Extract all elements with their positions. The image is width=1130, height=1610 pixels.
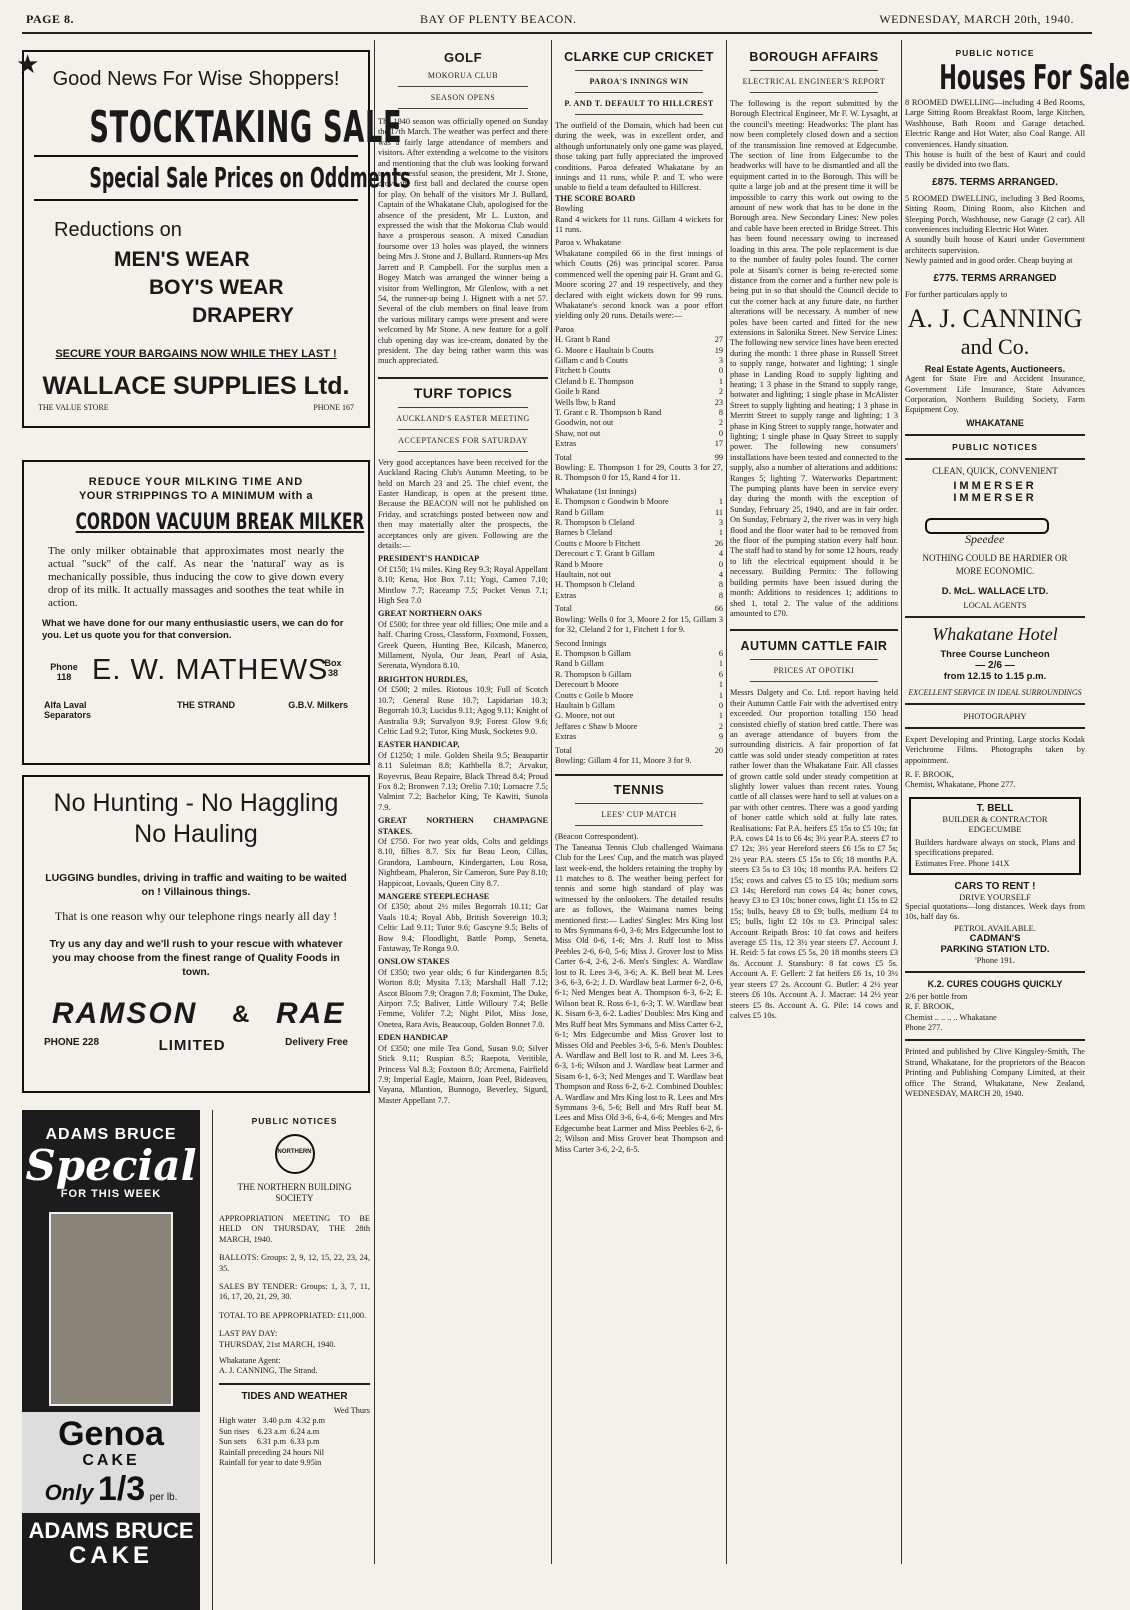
- race-title: MANGERE STEEPLECHASE: [378, 892, 490, 901]
- score-row: Cleland b E. Thompson 1: [555, 376, 723, 386]
- mathews-firm: E. W. MATHEWS: [92, 654, 329, 686]
- cattle-heading: AUTUMN CATTLE FAIR: [740, 639, 888, 654]
- tides-heading: TIDES AND WEATHER: [241, 1390, 348, 1402]
- score-row: Coutts c Goile b Moore 1: [555, 690, 723, 700]
- tennis-heading: TENNIS: [613, 782, 665, 798]
- tide-sun-sets: Sun sets 6.31 p.m 6.33 p.m: [219, 1437, 320, 1447]
- bowling-heading: Bowling: [555, 204, 584, 214]
- milker-ad: [22, 460, 370, 765]
- notices-heading: PUBLIC NOTICES: [251, 1116, 338, 1126]
- cadman-phone: 'Phone 191.: [975, 954, 1015, 965]
- luncheon-time: from 12.15 to 1.15 p.m.: [943, 670, 1047, 682]
- bell-text: Builders hardware always on stock, Plans and specifications prepared.: [915, 837, 1075, 858]
- rainfall-24h: Rainfall preceding 24 hours Nil: [219, 1447, 325, 1457]
- hotel-service: EXCELLENT SERVICE IN IDEAL SURROUNDINGS: [908, 687, 1082, 697]
- ramson-phone: PHONE 228: [44, 1037, 100, 1048]
- house-1-price: £875. TERMS ARRANGED.: [932, 176, 1058, 188]
- cricket-column: [555, 40, 723, 1566]
- sport-column: [378, 40, 548, 1566]
- boys-wear: BOY'S WEAR: [149, 276, 284, 299]
- masthead: [0, 0, 1114, 32]
- whakatane-first-heading: Whakatane (1st Innings): [555, 486, 637, 496]
- public-notice-heading: PUBLIC NOTICE: [955, 48, 1035, 58]
- immerser-title-2: IMMERSER: [953, 491, 1037, 504]
- borough-column: [730, 40, 898, 1566]
- house-1-description: 8 ROOMED DWELLING—including 4 Bed Rooms, Large Sitting Room Breakfast Room, large Kitchen, Washhouse, Bath Room and Garage detached. Electric Range and Hot Water, also Coal Range. All conveniences. Handy situation.: [905, 98, 1085, 149]
- race-acceptances: Of £350; about 2½ miles Begorrah 10.11; Gar Vaals 10.4; Royal Abb, British Sovereign 10.3; Celtic Lad 9.11; Tutor 9.6; Gascyne 9.5; Belts of Bow 9.4; Floodlight, Battle Pomp, Seneta, Fastaway, Te Ronga 9.0.: [378, 902, 548, 954]
- paroa-scorecard: [555, 335, 723, 463]
- score-row: E. Thompson c Goodwin b Moore 1: [555, 497, 723, 507]
- agent-name: A. J. CANNING, The Strand.: [219, 1366, 318, 1376]
- turf-sub1: AUCKLAND'S EASTER MEETING: [396, 413, 530, 423]
- house-2-offer: Newly painted and in good order. Cheap buying at: [905, 256, 1073, 266]
- building-society-notice: [212, 1110, 370, 1610]
- borough-sub: ELECTRICAL ENGINEER'S REPORT: [742, 77, 886, 86]
- masthead-rule: [22, 32, 1092, 34]
- mens-wear: MEN'S WEAR: [114, 248, 250, 271]
- score-row: Gillam c and b Coutts 3: [555, 355, 723, 365]
- rae-logo: RAE: [276, 997, 346, 1030]
- photography-text: Expert Developing and Printing. Large stocks Kodak Verichrome Films. Photographs taken by appointment.: [905, 734, 1085, 765]
- score-row: Wells lbw, b Rand 23: [555, 397, 723, 407]
- paroa-heading: Paroa: [555, 324, 574, 334]
- house-2-price: £775. TERMS ARRANGED: [933, 272, 1057, 284]
- score-row: Rand b Gillam 11: [555, 507, 723, 517]
- petrol-available: PETROL AVAILABLE.: [953, 922, 1037, 933]
- score-row: Rand b Gillam 1: [555, 659, 723, 669]
- immerser-title-1: IMMERSER: [953, 479, 1037, 492]
- cake-label: CAKE: [82, 1452, 140, 1469]
- drive-yourself: DRIVE YOURSELF: [959, 891, 1031, 902]
- turf-intro: Very good acceptances have been received for the Auckland Racing Club's Autumn Meeting, to be held on March 23 and 25. The chief event, the Easter Handicap, is open at the present time. Because the BEACON will not be published on Friday, and scratchings posted between now and then may materially alter the prospects, the acceptances only are given. Following are the details:—: [378, 457, 548, 550]
- notices-column: [905, 40, 1130, 1566]
- paroa-bowling: Bowling: E. Thompson 1 for 29, Coutts 3 for 27, R. Thompson 0 for 15, Rand 4 for 11.: [555, 463, 723, 483]
- column-divider: [726, 40, 727, 1564]
- race-title: GREAT NORTHERN CHAMPAGNE STAKES.: [378, 816, 548, 836]
- score-row: Shaw, not out 0: [555, 428, 723, 438]
- ramson-rae-ad: [22, 775, 370, 1093]
- race-acceptances: Of £350; one mile Tea Gond, Susan 9.0; Silver Stick 9.11; Ruspian 8.5; Raepota, Veritible, Princess Val 8.3; Foxtoon 8.0; Arcmena, Fairfield 7.9; Imperial Eagle, Maioro, Joan Peel, Bideaveo, Vayana, Mlantion, Bunnogo, Beverley, Sigurd, Master Appellant 7.7.: [378, 1043, 548, 1105]
- column-divider: [374, 40, 375, 1564]
- last-pay-date: THURSDAY, 21st MARCH, 1940.: [219, 1339, 336, 1349]
- score-row: Goile b Rand 2: [555, 387, 723, 397]
- race-acceptances: Of £750. For two year olds, Colts and geldings 8.10, fillies 8.7. Six fur Beau Leon, Cillas, Grandora, Lambourn, Kindergarten, Lou Rosa, Nightbeam, Phaleron, Sir Cameron, Sure Pay 8.10; Happicoat, Lovaals, Queen City 8.7.: [378, 836, 548, 888]
- local-agents: LOCAL AGENTS: [963, 599, 1027, 610]
- cricket-sub1: PAROA'S INNINGS WIN: [589, 77, 689, 86]
- page-number: PAGE 8.: [26, 12, 74, 26]
- race-acceptances: Of £500; 2 miles. Riotous 10.9; Full of Scotch 10.7; General Ruse 10.7; Lapidarian 10.3; Begorrah 10.3; Lucidus 9.11; Agog 9.11; Knight of Australia 9.9; Survalyon 9.9; Forest Glow 9.6; Celtic Lad 9.2; Tutor, King Musk, Socketes 9.0.: [378, 685, 548, 736]
- score-row: E. Thompson b Gillam 6: [555, 648, 723, 658]
- score-row: Extras 9: [555, 732, 723, 742]
- race-acceptances: Of £1250; 1 mile. Golden Sheila 9.5; Beaupartir 8.11 Suleiman 8.8; Kathbella 8.7; Arvakur, Royevrus, Beau Repaire, Black Thread 8.4; Proud Fox 8.2; Bronwen 7.13; Orelio 7.10; Lornacre 7.5; Valmint 7.2; Bachelor King, Te Kawiti, Sunola 7.9.: [378, 750, 548, 812]
- cake-price: 1/3: [97, 1470, 146, 1508]
- race-acceptances: Of £500; for three year old fillies; One mile and a half. Charing Cross, Classform, Foxmond, Foxsen, Greek Queen, Hunting Bee, Kilcash, Manerco, Millament, Nyola, Our Jean, Pearl of Asia, Serenata, Wyndora 8.10.: [378, 619, 548, 671]
- column-divider: [901, 40, 902, 1564]
- advert-column: [16, 40, 411, 1569]
- only-label: Only: [44, 1480, 94, 1505]
- limited-label: LIMITED: [158, 1037, 226, 1054]
- wallace-dealer: D. McL. WALLACE LTD.: [941, 585, 1049, 597]
- k2-heading: K.2. CURES COUGHS QUICKLY: [927, 978, 1063, 989]
- tides-columns: Wed Thurs: [333, 1405, 370, 1415]
- agent-label: Whakatane Agent:: [219, 1356, 281, 1366]
- score-total: Total 66: [555, 604, 723, 614]
- canning-co: and Co.: [960, 334, 1030, 360]
- newspaper-title: BAY OF PLENTY BEACON.: [420, 12, 577, 26]
- house-2-description: 5 ROOMED DWELLING, including 3 Bed Rooms, Sitting Room, Dining Room, also Kitchen and Sleeping Porch, Washhouse, new Garage (2 car). All conveniences including Electric Hot Water.: [905, 193, 1085, 235]
- score-row: Jeffares c Shaw b Moore 2: [555, 721, 723, 731]
- second-innings-bowling: Bowling: Gillam 4 for 11, Moore 3 for 9.: [555, 755, 692, 765]
- imprint: Printed and published by Clive Kingsley-Smith, The Strand, Whakatane, for the proprietors of the Beacon Printing and Publishing Company Limited, at their office The Strand, Whakatane, New Zealand, WEDNESDAY, MARCH 20, 1940.: [905, 1047, 1085, 1099]
- bell-trade: BUILDER & CONTRACTOR: [942, 813, 1048, 824]
- immerser-tagline: CLEAN, QUICK, CONVENIENT: [932, 465, 1058, 476]
- race-title: EASTER HANDICAP,: [378, 740, 460, 750]
- race-title: EDEN HANDICAP: [378, 1033, 448, 1043]
- telephone-text: That is one reason why our telephone rings nearly all day !: [54, 909, 338, 923]
- appropriation-text: APPROPRIATION MEETING TO BE HELD ON THURSDAY, THE 28th MARCH, 1940.: [219, 1214, 370, 1244]
- ad-headline: STOCKTAKING SALE: [89, 102, 403, 153]
- wallace-supplies-ad: [16, 50, 411, 428]
- houses-for-sale: Houses For Sale: [939, 58, 1130, 98]
- race-title: GREAT NORTHERN OAKS: [378, 609, 483, 619]
- second-innings-heading: Second Innings: [555, 638, 607, 648]
- race-acceptances: Of £150; 1¼ miles. King Rey 9.3; Royal Appellant 8.10; Kena, Hot Box 7.11; Yogi, Cameo 7.10; Mintlow 7.7; Raceamp 7.5; Pocket Venus 7.1; High Sea 7.0: [378, 564, 548, 606]
- per-lb: per lb.: [149, 1492, 178, 1503]
- star-icon: ★: [16, 50, 40, 79]
- canning-town: WHAKATANE: [966, 417, 1024, 428]
- whakatane-first-scorecard: [555, 497, 723, 614]
- speedee-brand: Speedee: [965, 531, 1005, 546]
- mathews-phone: Phone 118: [50, 662, 78, 682]
- photography-heading: PHOTOGRAPHY: [963, 710, 1027, 721]
- luncheon-title: Three Course Luncheon: [940, 648, 1050, 660]
- ad-subheadline: Special Sale Prices on Oddments: [89, 161, 411, 194]
- milker-name: CORDON VACUUM BREAK MILKER: [75, 510, 365, 535]
- score-row: Haultain, not out 4: [555, 570, 723, 580]
- hauling-line: No Hauling: [134, 820, 258, 848]
- borough-heading: BOROUGH AFFAIRS: [749, 50, 879, 64]
- cattle-article: Messrs Dalgety and Co. Ltd. report having held their Autumn Cattle Fair with the advertised entry exceeded. Our proportion totalling 150 head consisted chiefly of station bred cattle. There was an average attendance of buyers from the surrounding districts. A fair proportion of fat cattle was sold under steady competition at rates rather lower than the Whakatane Fair. All classes of grown cattle sold under steady competition at slightly lower values than recent rates. Young cattle of all classes were hard to sell at values on a par with other centres. There was a good yarding of boner cattle which sold at fully late rates. Realisations: Fat P.A. heifers £5 15s to £5 10s; fat P.A. cows £4 1s to £6 4s; 3½ year P.A. steers £7 to £7 12s; 3½ year Hereford steers £6 15s to £7 5s; 2½ year P.A. steers £5 15s to £6; 18 months P.A. steers £3 5s to £3 10s; 18 months P.A. heifers £2 15s; cows and calves £5 to £5 10s; medium sorts £3 14s; Hereford run cows £4 4s; boner cows, heavy £3 to £3 10s; boner cows, light £1 15s to £2 15s; bulls, heavy £8 to £9; bulls, medium £4 to £5; bulls, light £2 10s to £3. Principal sales: Account Reipath Bros: 10 fat cows and heifers average £5 11s, 12 3½ year steers £7. Account J. H. Reid: 5 fat cows £5 5s, 20 18 months steers £3 8s. Account J. Stansbury: 8 fat cows £5 5s. Account A. F. Gellert: 2 fat heifers £6 1s, 10 3½ year steers £7 2s. Account G. Butler: 4 2½ year steers £6 10s. Account A. J. Macrae: 14 2½ year steers £5 8s. Account A. G. Pile: 14 cows and calves £5 10s.: [730, 688, 899, 1020]
- store-tagline: THE VALUE STORE: [38, 403, 109, 412]
- further-particulars: For further particulars apply to: [905, 289, 1008, 299]
- milker-line-2: YOUR STRIPPINGS TO A MINIMUM with a: [78, 490, 314, 502]
- match-report: Whakatane compiled 66 in the first innings of which Coutts (26) was principal scorer. Paroa commenced well the opening pair H. Grant and G. Moore scoring 27 and 19 respectively, and they declared with eight wickets down for 99 runs. Whakatane's second knock was a poor effort yielding only 20 runs. Details were:—: [555, 248, 723, 321]
- store-phone: PHONE 167: [313, 403, 354, 412]
- golf-article: The 1940 season was officially opened on Sunday the 17th March. The weather was perfect and there was a fairly large attendance of members and visitors. After extending a welcome to the visitors and mentioning that the club was looking forward to a successful season, the president, Mr J. Stone, drove the first ball and declared the course open for play. On behalf of the visitors Mr J. Bullard, Captain of the Whakatane Club, apologised for the absence of the president, Mr L. Luxton, and expressed the wish that the Mokorua Club would have a prosperous season. A mixed Canadian foursome over 13 holes was played, the winners being Mrs J. Stone and J. Bullard. Runners-up Mrs Jarrett and P. Campbell. For the surplus men a Bogey Match was arranged the winner being a visitor from Wellington, Mr Glenlow, with a net 54, the runner-up being J. Hignett with a net 57. Several of the club members on final leave from the various military camps were present and were welcomed by Mr Stone. A new feature for a golf club opening day was ice-cream, donated by the president. The day being rather warm this was much appreciated.: [378, 117, 548, 366]
- score-row: G. Moore c Haultain b Coutts 19: [555, 345, 723, 355]
- match-title: Paroa v. Whakatane: [555, 238, 621, 248]
- score-row: Derecourt c T. Grant b Gillam 4: [555, 549, 723, 559]
- hunting-line: No Hunting - No Haggling: [53, 789, 339, 817]
- house-2-note: A soundly built house of Kauri under Government architects supervision.: [905, 235, 1085, 255]
- borough-article: The following is the report submitted by the Borough Electrical Engineer, Mr F. W. Lysaght, at the council's meeting: Headworks: The plant has now been completely closed down and a section of the transmission line removed at Edgecumbe. The section of line from Edgecumbe to the headworks will have to be dismantled and all the equipment carted in to the Borough. This will be quite a large job and at the present time it will be impossible to carry this work out owing to the amount of new work that has to be done in the Borough area. New Secondary Lines: New poles and cable have been erected in Bridge Street. This has been found necessary owing to increased loading in this area. The pole replacement is due to the number of faulty poles found. The corner pole at Sisam's corner is being re-erected some distance from the corner and a further new pole is being put in so that should the Council decide to cut the corner back at any future date, no further alterations will be necessary. A number of new poles have been carted and fitted for the new extensions in Salonika Street. New Service Lines: The following new service lines have been erected during the month: 1 three phase in Russell Street to supply range, hotwater and lighting; 1 single phase in Landing Road to supply lighting and heating; 1 3 phase in the Strand to supply range, hotwater and lighting; 1 single phase in McAlister Street to supply lighting and heating; 1 3 phase in Merritt Street to supply range and lighting; 1 3 phase in King Street to supply range, hotwater and lighting; 1 single phase in Quay Street to supply power. The following new consumers' installations have been tested and connected to the supply, also a number of alterations and additions: Ranges 5; lighting 7. Waterworks Department: The pumping plants have been in service every day during the month with the exception of Sunday, February 25, 1940, and are in fair order. On Sunday, February 2, the river was in very high flood and the floor water had to be removed from the floor of the pumping station every half hour. The staff had to stand by for some 12 hours, ready to lift the electrical equipment should it be necessary. Building Permits: The following building permits have been issued during the month: Additions to residences 1; additions to shed 1, total 2. The value of the additions amounted to £70.: [730, 99, 898, 618]
- brook-name: R. F. BROOK,: [905, 769, 954, 779]
- golf-club: MOKORUA CLUB: [427, 71, 499, 80]
- score-row: Extras 8: [555, 590, 723, 600]
- adams-bruce-ad: [22, 1110, 200, 1610]
- bell-name: T. BELL: [976, 802, 1014, 814]
- adams-bruce-brand: ADAMS BRUCE: [45, 1126, 177, 1143]
- score-row: H. Thompson b Cleland 8: [555, 580, 723, 590]
- this-week-label: FOR THIS WEEK: [60, 1188, 162, 1200]
- score-row: Coutts c Moore b Fitchett 26: [555, 538, 723, 548]
- bell-builder-ad: [909, 797, 1081, 875]
- lugging-text: LUGGING bundles, driving in traffic and waiting to be waited on ! Villainous things.: [45, 872, 347, 898]
- score-row: H. Grant b Rand 27: [555, 335, 723, 345]
- score-row: Barnes b Cleland 1: [555, 528, 723, 538]
- tennis-correspondent: (Beacon Correspondent).: [555, 832, 639, 842]
- score-row: R. Thompson b Cleland 3: [555, 518, 723, 528]
- alfa-laval: Alfa Laval Separators: [44, 700, 92, 720]
- rescue-text: Try us any day and we'll rush to your rescue with whatever you may choose from the finest range of Quality Foods in town.: [49, 938, 343, 978]
- drapery: DRAPERY: [192, 304, 294, 327]
- race-title: BRIGHTON HURDLES,: [378, 674, 468, 684]
- parking-station: PARKING STATION LTD.: [940, 943, 1050, 955]
- ad-tagline: Good News For Wise Shoppers!: [52, 68, 340, 90]
- secure-line: SECURE YOUR BARGAINS NOW WHILE THEY LAST !: [55, 348, 337, 360]
- second-innings-scorecard: [555, 649, 723, 756]
- cadman-name: CADMAN'S: [969, 932, 1021, 944]
- cake-photo: [49, 1212, 173, 1406]
- ballots-text: BALLOTS: Groups: 2, 9, 12, 15, 22, 23, 24, 35.: [219, 1253, 370, 1273]
- k2-price: 2/6 per bottle from: [905, 991, 968, 1001]
- turf-sub2: ACCEPTANCES FOR SATURDAY: [398, 435, 528, 445]
- issue-date: WEDNESDAY, MARCH 20th, 1940.: [879, 12, 1074, 26]
- cricket-heading: CLARKE CUP CRICKET: [564, 50, 714, 64]
- score-row: Goodwin, not out 2: [555, 418, 723, 428]
- tide-high-water: High water 3.40 p.m 4.32 p.m: [219, 1416, 326, 1426]
- score-row: Extras 17: [555, 439, 723, 449]
- score-total: Total 99: [555, 452, 723, 462]
- golf-heading: GOLF: [443, 50, 483, 65]
- milker-line-1: REDUCE YOUR MILKING TIME AND: [88, 476, 304, 488]
- ramson-logo: RAMSON: [52, 997, 198, 1030]
- hardier-text: NOTHING COULD BE HARDIER OR MORE ECONOMIC.: [922, 552, 1068, 576]
- mathews-box: Box 38: [324, 658, 342, 678]
- brook-address: Chemist, Whakatane, Phone 277.: [905, 780, 1016, 790]
- northern-badge: [275, 1134, 315, 1174]
- golf-season: SEASON OPENS: [430, 93, 496, 102]
- firm-name: WALLACE SUPPLIES Ltd.: [42, 372, 350, 400]
- column-divider: [551, 40, 552, 1564]
- house-1-note: This house is built of the best of Kauri and could easily be divided into two flats.: [905, 150, 1085, 170]
- score-row: Fitchett b Coutts 0: [555, 366, 723, 376]
- badge-label: NORTHERN: [277, 1149, 312, 1155]
- race-acceptances: Of £350; two year olds; 6 fur Kindergarten 8.5; Worton 8.0; Mysita 7.13; Marshall Hall 7.12; Ascot Bloom 7.9; Oragon 7.8; Foxmint, The Duke, Airport 7.5; Baliver, Little Willoury 7.4; Belle Femme, Volifer 7.2; Night Pilot, Miss Jose, Onetea, Rara Avis, Beaucoup, Golden Bonnet 7.0.: [378, 967, 548, 1029]
- bottom-brand: ADAMS BRUCE: [28, 1518, 194, 1543]
- tennis-article: The Taneatua Tennis Club challenged Waimana Club for the Lees' Cup, and the match was played last week-end, the holders retaining the trophy by 11 matches to 8. The weather being perfect for tennis and some high standard of play was witnessed by the onlookers. The detailed results are as follows, the Waimana names being mentioned first:— Ladies' Singles: Mrs King lost to Mrs Symmans 6-0, 3-6; Mrs Edgecumbe lost to Miss Old 0-6, 1-6; Mrs J. Ruff lost to Miss Peebles 2-6, 6-0, 5-6; Miss J. Grover lost to Miss Carter 6-4, 2-6, 2-6. Men's Singles: A. Wardlaw lost to R. Lees 3-6, 3-6; A. K. Bell beat M. Lees 3-6, 6-3, 6-2; J. D. Wardlaw beat Larmer 6-2, 0-6, 6-1; Ned Menges beat A. Thompson 6-3, 6-2; E. Wilson beat R. Ross 6-1, 6-3; T. W. Wardlaw beat K. Sisam 6-3, 6-2. Ladies' Doubles: Mrs King and Mrs Ruff beat Mrs Symmans and Miss Carter 6-2, 6-1; Mrs Edgecumbe and Miss Grover lost to Misses Old and Peebles 3-6, 5-6. Men's Doubles: A. Wardlaw and Bell lost to R. and M. Lees 3-6, 6-3, 1-6; Wilson and J. Wardlaw beat Larmer and Sisam 6-1, 6-3; Ned Menges and T. Wardlaw beat Thompson and Ross 6-2, 6-2. Combined Doubles: A. Wardlaw and Mrs King lost to R. Lees and Mrs Symmans 3-6, 5-6; Bell and Mrs Ruff beat M. Lees and Miss Old 3-6, 6-4, 6-6; Menges and Mrs Edgecumbe beat Larmer and Miss Peebles 6-2, 6-2; Wilson and Miss Grover beat Thompson and Miss Carter 3-6, 2-2, 6-5.: [555, 842, 723, 1154]
- ampersand: &: [232, 1001, 250, 1028]
- k2-address: Chemist .. .. .. .. Whakatane: [905, 1012, 997, 1022]
- k2-brook: R. F. BROOK,: [905, 1002, 954, 1012]
- special-label: Special: [25, 1141, 197, 1190]
- whakatane-first-bowling: Bowling: Wells 0 for 3, Moore 2 for 15, Gillam 3 for 32, Cleland 2 for 1, Fitchett 1 for 9.: [555, 614, 723, 635]
- cars-heading: CARS TO RENT !: [954, 880, 1036, 892]
- canning-agencies: Agent for State Fire and Accident Insurance, Government Life Insurance, State Advances Corporation, Northern Building Society, Farm Equipment Coy.: [905, 374, 1085, 415]
- total-text: TOTAL TO BE APPROPRIATED: £11,000.: [219, 1310, 367, 1320]
- notices2-heading: PUBLIC NOTICES: [952, 441, 1038, 452]
- score-row: R. Thompson b Gillam 6: [555, 669, 723, 679]
- bottom-cake: CAKE: [68, 1542, 153, 1569]
- immerser-illustration: [925, 510, 1065, 544]
- genoa-label: Genoa: [58, 1415, 164, 1453]
- k2-phone: Phone 277.: [905, 1023, 943, 1032]
- turf-heading: TURF TOPICS: [413, 384, 513, 401]
- canning-role: Real Estate Agents, Auctioneers.: [924, 364, 1066, 375]
- score-row: Rand b Moore 0: [555, 559, 723, 569]
- tide-sun-rises: Sun rises 6.23 a.m 6.24 a.m: [219, 1426, 320, 1436]
- score-row: Haultain b Gillam 0: [555, 700, 723, 710]
- score-row: Derecourt b Moore 1: [555, 680, 723, 690]
- bell-estimates: Estimates Free. Phone 141X: [915, 858, 1010, 868]
- rainfall-year: Rainfall for year to date 9.95in: [219, 1457, 322, 1467]
- race-title: PRESIDENT'S HANDICAP: [378, 554, 480, 564]
- canning-firm: A. J. CANNING: [907, 304, 1083, 334]
- luncheon-price: — 2/6 —: [975, 659, 1015, 671]
- last-pay-label: LAST PAY DAY:: [219, 1329, 278, 1339]
- race-title: ONSLOW STAKES: [378, 957, 450, 967]
- delivery-label: Delivery Free: [285, 1037, 348, 1048]
- bell-town: EDGECUMBE: [968, 823, 1022, 834]
- cattle-sub: PRICES AT OPOTIKI: [773, 666, 855, 676]
- score-total: Total 20: [555, 745, 723, 755]
- tender-text: SALES BY TENDER: Groups: 1, 3, 7, 11, 16, 17, 20, 21, 29, 30.: [219, 1282, 370, 1302]
- tennis-sub: LEES' CUP MATCH: [601, 810, 677, 820]
- society-name: THE NORTHERN BUILDING SOCIETY: [237, 1182, 352, 1203]
- hotel-name: Whakatane Hotel: [932, 623, 1058, 644]
- score-board-heading: THE SCORE BOARD: [555, 193, 636, 203]
- score-row: T. Grant c R. Thompson b Rand 8: [555, 407, 723, 417]
- score-row: G. Moore, not out 1: [555, 711, 723, 721]
- cars-text: Special quotations—long distances. Week days from 10s, half day 6s.: [905, 901, 1085, 922]
- milker-cta: What we have done for our many enthusiastic users, we can do for you. Let us quote you for that conversion.: [42, 618, 344, 641]
- reductions-label: Reductions on: [54, 219, 182, 241]
- gbv-milkers: G.B.V. Milkers: [288, 700, 348, 710]
- cricket-sub2: P. AND T. DEFAULT TO HILLCREST: [564, 99, 714, 108]
- bowling-summary: Rand 4 wickets for 11 runs. Gillam 4 wickets for 11 runs.: [555, 214, 723, 235]
- the-strand: THE STRAND: [177, 700, 235, 710]
- cricket-intro: The outfield of the Domain, which had been cut during the week, was in excellent order, and although unfortunately only one game was played, those taking part fully appreciated the improved conditions. Paroa defeated Whakatane by an innings and 11 runs, while P. and T. who were unable to field a team defaulted to Hillcrest.: [555, 121, 723, 193]
- milker-body: The only milker obtainable that approximates most nearly the actual "suck" of the calf. As near the 'natural' way as is mechanically possible, thus inducing the cow to give down every drop of its milk. It actually massages and soothes the teat while in action.: [48, 545, 344, 609]
